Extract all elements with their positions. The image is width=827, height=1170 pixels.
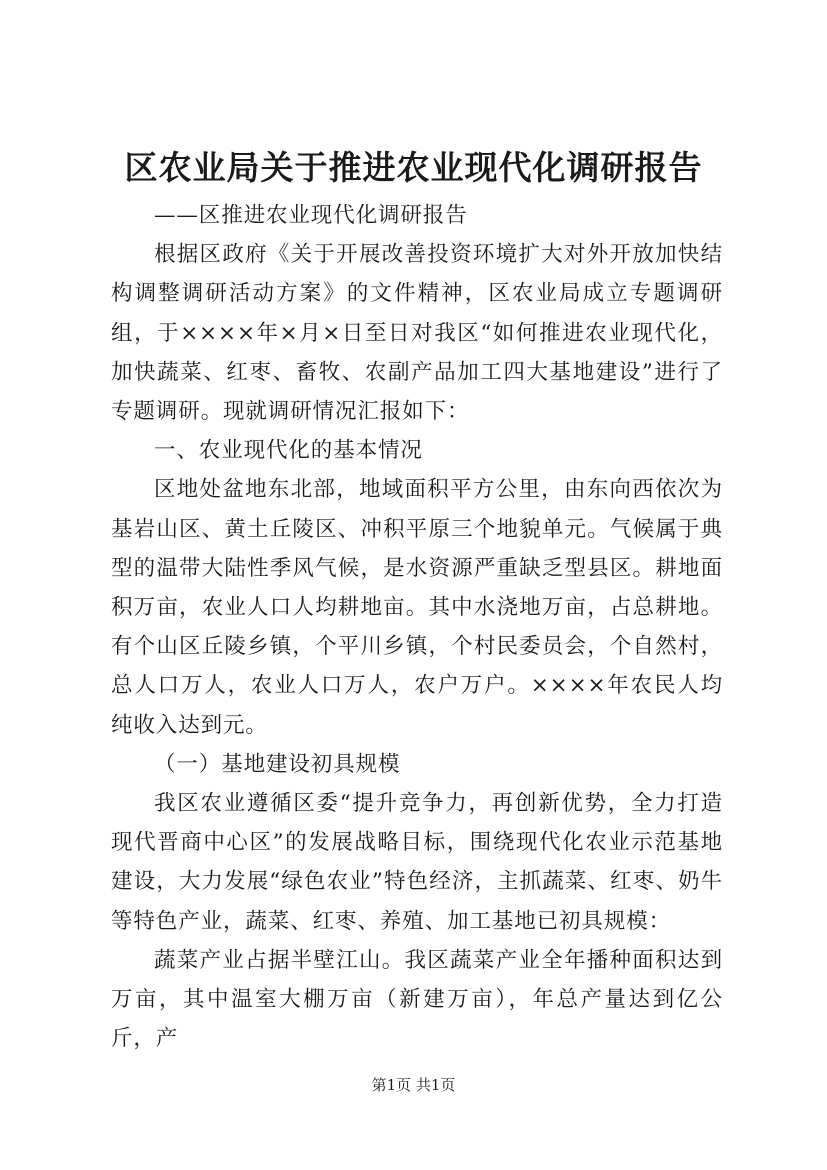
body-paragraph: 我区农业遵循区委“提升竞争力，再创新优势，全力打造现代晋商中心区”的发展战略目标，围绕现代化农业示范基地建设，大力发展“绿色农业”特色经济，主抓蔬菜、红枣、奶牛等特色产业，蔬菜、红枣、养殖、加工基地已初具规模： bbox=[111, 791, 723, 934]
subsection-heading: （一）基地建设初具规模 bbox=[154, 751, 401, 777]
body-paragraph: 根据区政府《关于开展改善投资环境扩大对外开放加快结构调整调研活动方案》的文件精神，区农业局成立专题调研组，于××××年×月×日至日对我区“如何推进农业现代化，加快蔬菜、红枣、畜牧、农副产品加工四大基地建设”进行了专题调研。现就调研情况汇报如下： bbox=[111, 242, 723, 425]
document-title: 区农业局关于推进农业现代化调研报告 bbox=[124, 148, 703, 187]
body-paragraph: 区地处盆地东北部，地域面积平方公里，由东向西依次为基岩山区、黄土丘陵区、冲积平原三个地貌单元。气候属于典型的温带大陆性季风气候，是水资源严重缺乏型县区。耕地面积万亩，农业人口人均耕地亩。其中水浇地万亩，占总耕地。有个山区丘陵乡镇，个平川乡镇，个村民委员会，个自然村，总人口万人，农业人口万人，农户万户。××××年农民人均纯收入达到元。 bbox=[111, 477, 723, 738]
subtitle-paragraph: ——区推进农业现代化调研报告 bbox=[154, 203, 468, 228]
body-paragraph: 蔬菜产业占据半壁江山。我区蔬菜产业全年播种面积达到万亩，其中温室大棚万亩（新建万亩），年总产量达到亿公斤，产 bbox=[111, 947, 723, 1052]
document-body bbox=[111, 196, 723, 1058]
section-heading: 一、农业现代化的基本情况 bbox=[154, 438, 423, 464]
page-footer: 第1页 共1页 bbox=[371, 1076, 456, 1094]
